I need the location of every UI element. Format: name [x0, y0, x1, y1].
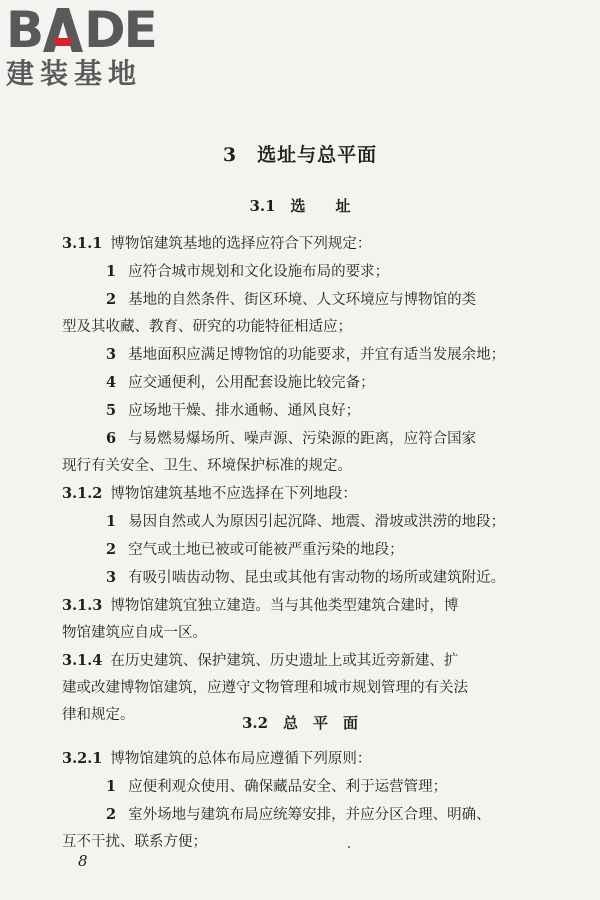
clause-3-1-4 [62, 647, 532, 675]
item-number: 2 [106, 291, 117, 308]
item-text: 应场地干燥、排水通畅、通风良好； [128, 403, 361, 419]
item-text: 易因自然或人为原因引起沉降、地震、滑坡或洪涝的地段； [128, 514, 506, 530]
continuation-line: 互不干扰、联系方便； [62, 834, 207, 850]
scan-speck [348, 846, 350, 848]
continuation-line: 律和规定。 [62, 707, 135, 723]
list-item [62, 425, 532, 453]
logo-a-icon [43, 8, 83, 52]
list-item [62, 564, 532, 592]
item-number: 1 [106, 778, 117, 795]
page-number: 8 [78, 852, 88, 870]
clause-text: 博物馆建筑基地的选择应符合下列规定： [110, 236, 372, 252]
clause-3-2-1 [62, 745, 532, 773]
item-text: 基地面积应满足博物馆的功能要求，并宜有适当发展余地； [128, 347, 506, 363]
clause-3-1-1 [62, 230, 532, 258]
item-text: 应符合城市规划和文化设施布局的要求； [128, 264, 390, 280]
chapter-title: 3 选址与总平面 [222, 144, 378, 166]
item-text: 基地的自然条件、街区环境、人文环境应与博物馆的类 [128, 292, 477, 308]
logo-letters-de: DE [84, 1, 156, 59]
item-number: 6 [106, 430, 117, 447]
item-number: 1 [106, 513, 117, 530]
item-number: 5 [106, 402, 117, 419]
item-number: 2 [106, 806, 117, 823]
continuation-line: 建或改建博物馆建筑，应遵守文物管理和城市规划管理的有关法 [62, 680, 468, 696]
item-text: 与易燃易爆场所、噪声源、污染源的距离，应符合国家 [128, 431, 477, 447]
item-number: 3 [106, 569, 117, 586]
list-item [62, 369, 532, 397]
logo-letter-b: B [6, 1, 43, 59]
item-text: 室外场地与建筑布局应统筹安排，并应分区合理、明确、 [128, 807, 491, 823]
section-3-2-body [62, 745, 532, 856]
item-number: 3 [106, 346, 117, 363]
clause-3-1-2 [62, 480, 532, 508]
bade-logo [6, 1, 176, 90]
section-title-3-2: 3.2 总 平 面 [241, 714, 359, 732]
clause-text: 博物馆建筑的总体布局应遵循下列原则： [110, 751, 372, 767]
logo-letter-a [43, 8, 83, 52]
clause-number: 3.1.2 [62, 485, 103, 502]
item-number: 1 [106, 263, 117, 280]
clause-text: 博物馆建筑基地不应选择在下列地段： [110, 486, 357, 502]
clause-number: 3.1.4 [62, 652, 103, 669]
item-text: 空气或土地已被或可能被严重污染的地段； [128, 542, 404, 558]
item-text: 应交通便利，公用配套设施比较完备； [128, 375, 375, 391]
continuation-line: 型及其收藏、教育、研究的功能特征相适应； [62, 319, 352, 335]
list-item [62, 508, 532, 536]
list-item [62, 286, 532, 314]
list-item [62, 536, 532, 564]
list-item [62, 258, 532, 286]
clause-number: 3.1.1 [62, 235, 103, 252]
continuation-line: 物馆建筑应自成一区。 [62, 625, 207, 641]
item-number: 2 [106, 541, 117, 558]
section-title-3-1: 3.1 选 址 [249, 197, 351, 215]
clause-3-1-3 [62, 592, 532, 620]
list-item [62, 397, 532, 425]
continuation-line: 现行有关安全、卫生、环境保护标准的规定。 [62, 458, 352, 474]
section-3-1-body [62, 230, 532, 729]
logo-wordmark [6, 1, 176, 59]
list-item [62, 801, 532, 829]
item-number: 4 [106, 374, 117, 391]
list-item [62, 341, 532, 369]
logo-subtitle: 建装基地 [6, 57, 143, 90]
clause-text: 在历史建筑、保护建筑、历史遗址上或其近旁新建、扩 [110, 653, 459, 669]
list-item [62, 773, 532, 801]
clause-number: 3.1.3 [62, 597, 103, 614]
clause-text: 博物馆建筑宜独立建造。当与其他类型建筑合建时，博 [110, 598, 459, 614]
item-text: 应便利观众使用、确保藏品安全、利于运营管理； [128, 779, 448, 795]
item-text: 有吸引啮齿动物、昆虫或其他有害动物的场所或建筑附近。 [128, 570, 506, 586]
clause-number: 3.2.1 [62, 750, 103, 767]
